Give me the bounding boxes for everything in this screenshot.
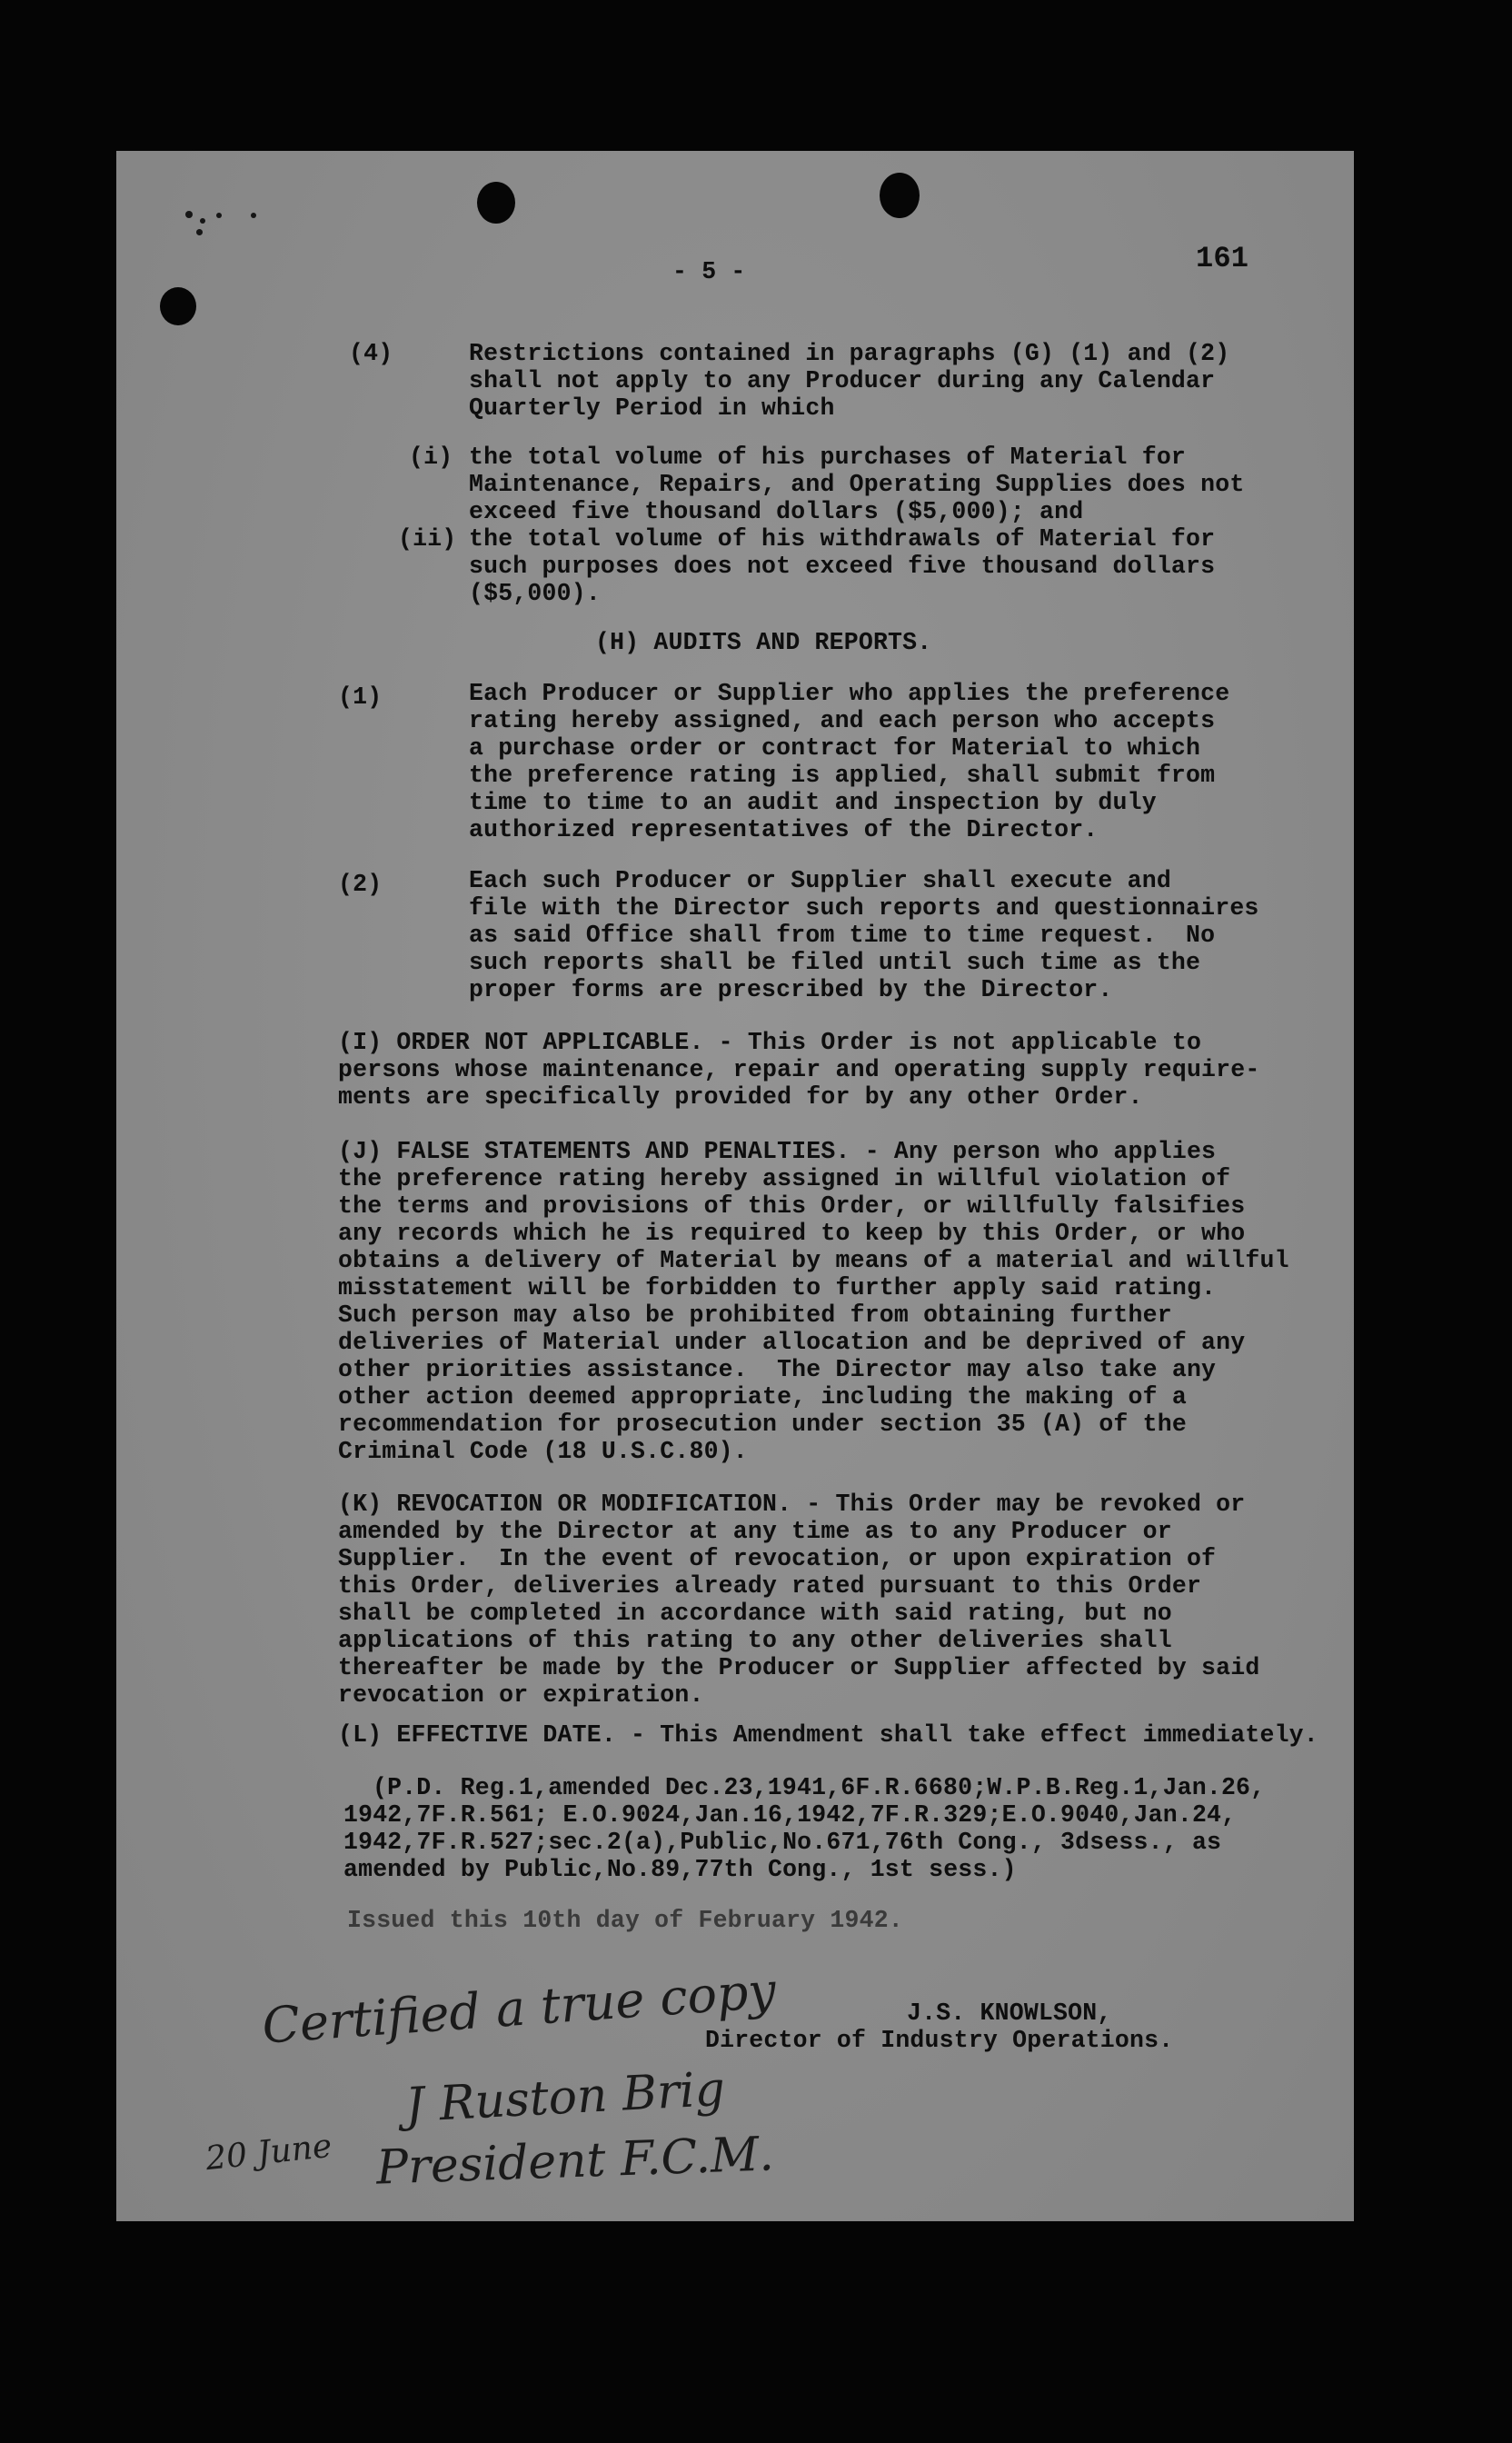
document-page: - 5 - 161 (4) Restrictions contained in paragraphs (G) (1) and (2) shall not apply to any Producer during any Calendar Quarterly Period in which (i) the total volume of his purchases of Material for Maintenance, Repairs, and Operating Supplies does not exceed five thousand dollars ($5,000); and (ii) the total volume of his withdrawals of Material for such purposes does not exceed five thousand dollars ($5,000). (H) AUDITS AND REPORTS. (1) Each Producer or Supplier who applies the preference rating hereby assigned, and each person who accepts a purchase order or contract for Material to which the preference rating is applied, shall submit from time to time to an audit and inspection by duly authorized representatives of the Director. (2) Each such Producer or Supplier shall execute and file with the Director such reports and questionnaires as said Office shall from time to time request. No such reports shall be filed until such time as the proper forms are prescribed by the Director. (I) ORDER NOT APPLICABLE. - This Order is not applicable to persons whose maintenance, repair and operating supply require- ments are specifically provided for by any other Order. (J) FALSE STATEMENTS AND PENALTIES. - Any person who applies the preference rating hereby assigned in willful violation of the terms and provisions of this Order, or willfully falsifies any records which he is required to keep by this Order, or who obtains a delivery of Material by means of a material and willful misstatement will be forbidden to further apply said rating. Such person may also be prohibited from obtaining further deliveries of Material under allocation and be deprived of any other priorities assistance. The Director may also take any other action deemed appropriate, including the making of a recommendation for prosecution under section 35 (A) of the Criminal Code (18 U.S.C.80). (K) REVOCATION OR MODIFICATION. - This Order may be revoked or amended by the Director at any time as to any Producer or Supplier. In the event of revocation, or upon expiration of this Order, deliveries already rated pursuant to this Order shall be completed in accordance with said rating, but no applications of this rating to any other deliveries shall thereafter be made by the Producer or Supplier affected by said revocation or expiration. (L) EFFECTIVE DATE. - This Amendment shall take effect immediately. (P.D. Reg.1,amended Dec.23,1941,6F.R.6680;W.P.B.Reg.1,Jan.26, 1942,7F.R.561; E.O.9024,Jan.16,1942,7F.R.329;E.O.9040,Jan.24, 1942,7F.R.527;sec.2(a),Public,No.671,76th Cong., 3dsess., as amended by Public,No.89,77th Cong., 1st sess.) Issued this 10th day of February 1942. J.S. KNOWLSON, Director of Industry Operations. Certified a true copy J Ruston Brig 20 June President F.C.M. [116,151,1354,2221]
folio-number: 161 [1196,242,1249,275]
handwritten-signature: J Ruston Brig [403,2061,727,2134]
para-number: (1) [338,683,383,711]
signatory-title: Director of Industry Operations. [705,2027,1174,2054]
speck [200,218,205,224]
issued-line: Issued this 10th day of February 1942. [347,1907,903,1934]
sub-number: (ii) [398,525,457,553]
speck [251,213,256,218]
section-heading: (H) AUDITS AND REPORTS. [595,629,932,656]
punch-hole-left [477,182,515,224]
sub-number: (i) [409,444,453,471]
signatory-name: J.S. KNOWLSON, [907,1999,1112,2027]
para-number: (2) [338,871,383,898]
speck [185,211,193,218]
handwritten-certification: Certified a true copy [260,1961,778,2055]
punch-hole-margin [160,287,196,325]
handwritten-office: President F.C.M. [375,2127,775,2196]
page-number: - 5 - [672,258,746,285]
speck [196,229,203,235]
handwritten-date: 20 June [204,2127,334,2179]
punch-hole-right [880,173,920,218]
speck [216,213,222,218]
para-number: (4) [349,340,393,367]
